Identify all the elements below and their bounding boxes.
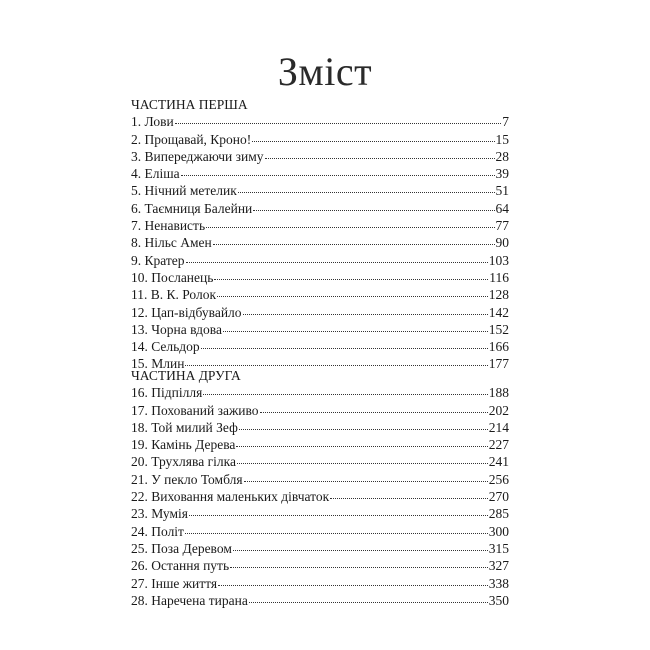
page-number: 28 (495, 148, 509, 164)
page-number: 270 (488, 489, 509, 505)
page-number: 214 (488, 419, 509, 435)
page-number: 188 (488, 385, 509, 401)
page-number: 315 (488, 540, 509, 556)
chapter-title: 7. Ненависть (131, 218, 206, 234)
chapter-title: 18. Той милий Зеф (131, 419, 238, 435)
toc-list (131, 384, 509, 609)
chapter-title: 21. У пекло Томбля (131, 471, 243, 487)
part-one-section (131, 96, 509, 373)
toc-entry (131, 488, 509, 505)
page-number: 327 (488, 558, 509, 574)
chapter-title: 15. Млин (131, 356, 185, 372)
page-title: Зміст (277, 49, 373, 94)
toc-entry (131, 402, 509, 419)
page-number: 7 (502, 114, 509, 130)
dot-leader (186, 262, 488, 263)
toc-entry (131, 286, 509, 303)
chapter-title: 10. Посланець (131, 269, 214, 285)
page-number: 350 (488, 592, 509, 608)
toc-entry (131, 200, 509, 217)
toc-entry (131, 304, 509, 321)
dot-leader (203, 394, 487, 395)
dot-leader (206, 227, 494, 228)
chapter-title: 27. Інше життя (131, 575, 218, 591)
toc-entry (131, 234, 509, 251)
dot-leader (201, 348, 488, 349)
page-number: 227 (488, 437, 509, 453)
dot-leader (253, 210, 494, 211)
page-number: 241 (488, 454, 509, 470)
page-number: 103 (488, 252, 509, 268)
toc-entry (131, 540, 509, 557)
toc-entry (131, 252, 509, 269)
toc-entry (131, 575, 509, 592)
chapter-title: 26. Остання путь (131, 558, 230, 574)
chapter-title: 24. Політ (131, 523, 184, 539)
page-number: 152 (488, 321, 509, 337)
dot-leader (189, 515, 488, 516)
page-number: 300 (488, 523, 509, 539)
dot-leader (260, 412, 488, 413)
dot-leader (223, 331, 488, 332)
chapter-title: 20. Трухлява гілка (131, 454, 236, 470)
toc-list (131, 113, 509, 372)
dot-leader (217, 296, 488, 297)
dot-leader (218, 585, 488, 586)
dot-leader (214, 279, 488, 280)
chapter-title: 3. Випереджаючи зиму (131, 148, 264, 164)
part-heading: ЧАСТИНА ДРУГА (131, 368, 241, 383)
toc-entry (131, 217, 509, 234)
dot-leader (236, 446, 487, 447)
part-two-section (131, 367, 509, 609)
toc-entry (131, 523, 509, 540)
chapter-title: 13. Чорна вдова (131, 321, 222, 337)
dot-leader (185, 533, 488, 534)
dot-leader (238, 192, 495, 193)
page-number: 128 (488, 287, 509, 303)
dot-leader (233, 550, 488, 551)
page-number: 202 (488, 402, 509, 418)
page-number: 51 (495, 183, 509, 199)
dot-leader (330, 498, 488, 499)
dot-leader (249, 602, 488, 603)
toc-entry (131, 131, 509, 148)
part-heading: ЧАСТИНА ПЕРША (131, 97, 248, 112)
chapter-title: 14. Сельдор (131, 339, 200, 355)
chapter-title: 22. Виховання маленьких дівчаток (131, 489, 330, 505)
chapter-title: 5. Нічний метелик (131, 183, 237, 199)
dot-leader (213, 244, 495, 245)
chapter-title: 12. Цап-відбувайло (131, 304, 242, 320)
toc-entry (131, 113, 509, 130)
toc-entry (131, 384, 509, 401)
toc-entry (131, 471, 509, 488)
toc-entry (131, 419, 509, 436)
chapter-title: 23. Мумія (131, 506, 188, 522)
chapter-title: 9. Кратер (131, 252, 185, 268)
page-number: 142 (488, 304, 509, 320)
page-number: 285 (488, 506, 509, 522)
toc-entry (131, 338, 509, 355)
toc-entry (131, 453, 509, 470)
page-number: 116 (489, 269, 509, 285)
dot-leader (237, 463, 488, 464)
chapter-title: 11. В. К. Ролок (131, 287, 217, 303)
chapter-title: 28. Наречена тирана (131, 592, 248, 608)
dot-leader (175, 123, 502, 124)
page-number: 338 (488, 575, 509, 591)
toc-entry (131, 557, 509, 574)
chapter-title: 16. Підпілля (131, 385, 203, 401)
dot-leader (252, 141, 494, 142)
toc-entry (131, 592, 509, 609)
chapter-title: 17. Похований заживо (131, 402, 259, 418)
toc-entry (131, 321, 509, 338)
chapter-title: 2. Прощавай, Кроно! (131, 131, 252, 147)
page-number: 166 (488, 339, 509, 355)
chapter-title: 6. Таємниця Балейни (131, 200, 253, 216)
toc-entry (131, 269, 509, 286)
dot-leader (239, 429, 488, 430)
page-number: 90 (495, 235, 509, 251)
dot-leader (181, 175, 495, 176)
chapter-title: 4. Еліша (131, 166, 180, 182)
dot-leader (244, 481, 488, 482)
toc-entry (131, 182, 509, 199)
page-number: 15 (495, 131, 509, 147)
toc-entry (131, 165, 509, 182)
dot-leader (230, 567, 488, 568)
page-number: 64 (495, 200, 509, 216)
chapter-title: 1. Лови (131, 114, 174, 130)
toc-entry (131, 505, 509, 522)
chapter-title: 8. Нільс Амен (131, 235, 212, 251)
page-number: 256 (488, 471, 509, 487)
dot-leader (243, 314, 488, 315)
dot-leader (265, 158, 495, 159)
toc-entry (131, 436, 509, 453)
page-number: 177 (488, 356, 509, 372)
page-number: 39 (495, 166, 509, 182)
chapter-title: 19. Камінь Дерева (131, 437, 236, 453)
toc-entry (131, 148, 509, 165)
page-number: 77 (495, 218, 509, 234)
chapter-title: 25. Поза Деревом (131, 540, 232, 556)
